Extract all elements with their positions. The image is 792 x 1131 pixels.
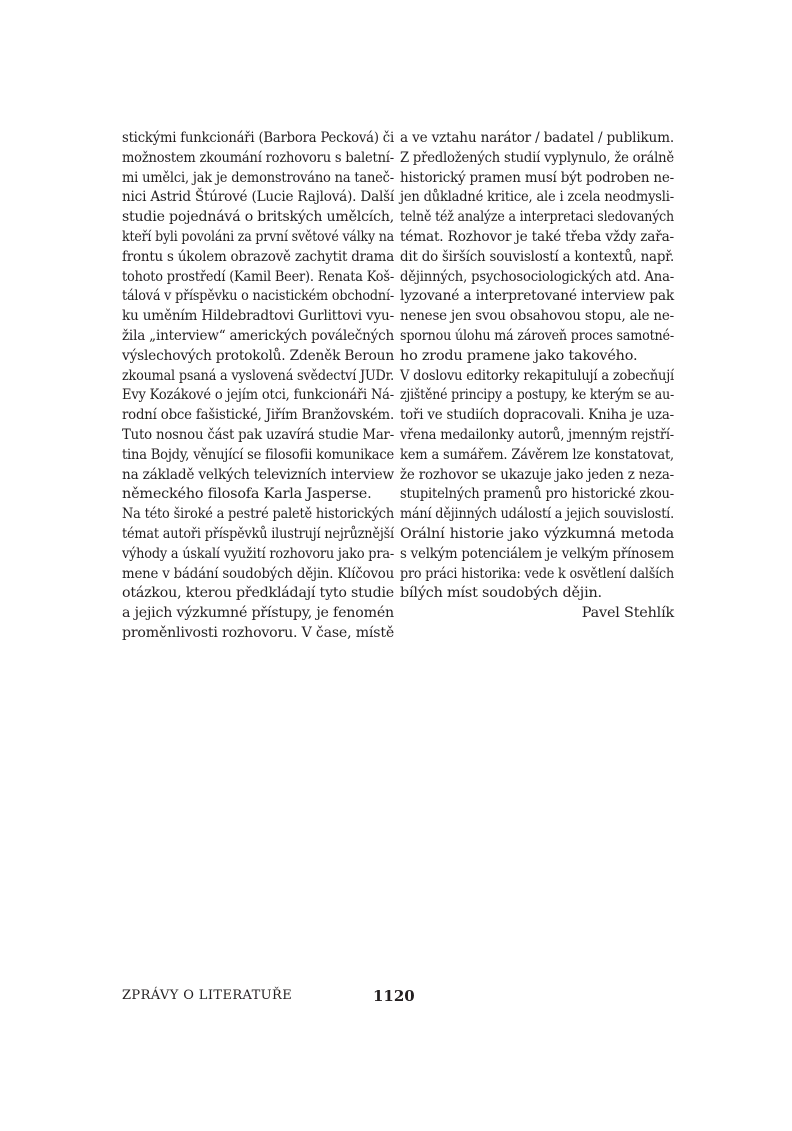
text-line: Z předložených studií vyplynulo, že orálně (400, 149, 674, 166)
text-line: tálová v příspěvku o nacistickém obchodní- (122, 288, 394, 305)
text-line: a ve vztahu narátor / badatel / publikum. (400, 130, 674, 146)
text-line: mi umělci, jak je demonstrováno na taneč- (122, 169, 395, 186)
text-line: stupitelných pramenů pro historické zkou- (400, 486, 674, 503)
text-line: témat. Rozhovor je také třeba vždy zařa- (400, 228, 674, 245)
text-line: proměnlivosti rozhovoru. V čase, místě (122, 624, 394, 641)
text-line: studie pojednává o britských umělcích, (122, 209, 395, 226)
author-signature: Pavel Stehlík (581, 605, 674, 622)
text-line: tohoto prostředí (Kamil Beer). Renata Koš- (122, 268, 395, 285)
text-line: žila „interview“ amerických poválečných (122, 327, 395, 344)
text-line: pro práci historika: vede k osvětlení dalších (400, 565, 675, 582)
text-line: nici Astrid Štúrové (Lucie Rajlová). Další (122, 189, 395, 206)
text-line: dějinných, psychosociologických atd. Ana- (400, 268, 675, 285)
text-line: V doslovu editorky rekapitulují a zobecňují (400, 367, 675, 384)
text-line: že rozhovor se ukazuje jako jeden z neza- (400, 466, 675, 483)
text-line: stickými funkcionáři (Barbora Pecková) či (122, 130, 394, 146)
text-line: telně též analýze a interpretaci sledovaných (400, 209, 674, 226)
right-text-column (400, 129, 674, 624)
text-line: vřena medailonky autorů, jmenným rejstří- (400, 426, 674, 443)
text-line: rodní obce fašistické, Jiřím Branžovském. (122, 407, 395, 424)
text-line: dit do širších souvislostí a kontextů, např. (400, 248, 675, 265)
text-line: německého filosofa Karla Jasperse. (122, 486, 372, 503)
text-line: možnostem zkoumání rozhovoru s baletní- (122, 149, 395, 166)
text-line: s velkým potenciálem je velkým přínosem (400, 545, 675, 562)
text-line: na základě velkých televizních interview (122, 466, 395, 483)
text-line: jen důkladné kritice, ale i zcela neodmysli- (400, 189, 674, 206)
text-line: spornou úlohu má zároveň proces samotné- (400, 327, 675, 344)
text-line: ho zrodu pramene jako takového. (400, 347, 638, 364)
text-line: zjištěné principy a postupy, ke kterým se au- (400, 387, 675, 404)
text-line: kem a sumářem. Závěrem lze konstatovat, (400, 446, 674, 463)
text-line: frontu s úkolem obrazově zachytit drama (122, 248, 395, 265)
text-line: mene v bádání soudobých dějin. Klíčovou (122, 565, 395, 582)
text-line: Orální historie jako výzkumná metoda (400, 525, 674, 542)
left-text-column (122, 129, 394, 644)
text-line: bílých míst soudobých dějin. (400, 585, 602, 602)
journal-title: ZPRÁVY O LITERATUŘE (122, 988, 293, 1003)
text-line: výhody a úskalí využití rozhovoru jako pra- (122, 545, 394, 562)
text-line: výslechových protokolů. Zdeněk Beroun (122, 347, 394, 364)
text-line: Tuto nosnou část pak uzavírá studie Mar- (122, 426, 395, 443)
text-line: mání dějinných událostí a jejich souvislostí. (400, 506, 674, 523)
text-line: kteří byli povoláni za první světové války na (122, 228, 395, 245)
text-line: toři ve studiích dopracovali. Kniha je uza- (400, 407, 675, 424)
text-line: lyzované a interpretované interview pak (400, 288, 674, 305)
text-line: zkoumal psaná a vyslovená svědectví JUDr. (122, 367, 395, 384)
text-line: Evy Kozákové o jejím otci, funkcionáři Ná- (122, 387, 394, 404)
text-line: a jejich výzkumné přístupy, je fenomén (122, 605, 395, 622)
text-line: historický pramen musí být podroben ne- (400, 169, 674, 186)
text-line: tina Bojdy, věnující se filosofii komunikace (122, 446, 394, 463)
text-line: nenese jen svou obsahovou stopu, ale ne- (400, 308, 675, 325)
page-number: 1120 (373, 987, 415, 1005)
text-line: ku uměním Hildebradtovi Gurlittovi vyu- (122, 308, 394, 325)
text-line: témat autoři příspěvků ilustrují nejrůznější (122, 525, 394, 542)
text-line: otázkou, kterou předkládají tyto studie (122, 585, 395, 602)
text-line: Na této široké a pestré paletě historických (122, 506, 395, 523)
